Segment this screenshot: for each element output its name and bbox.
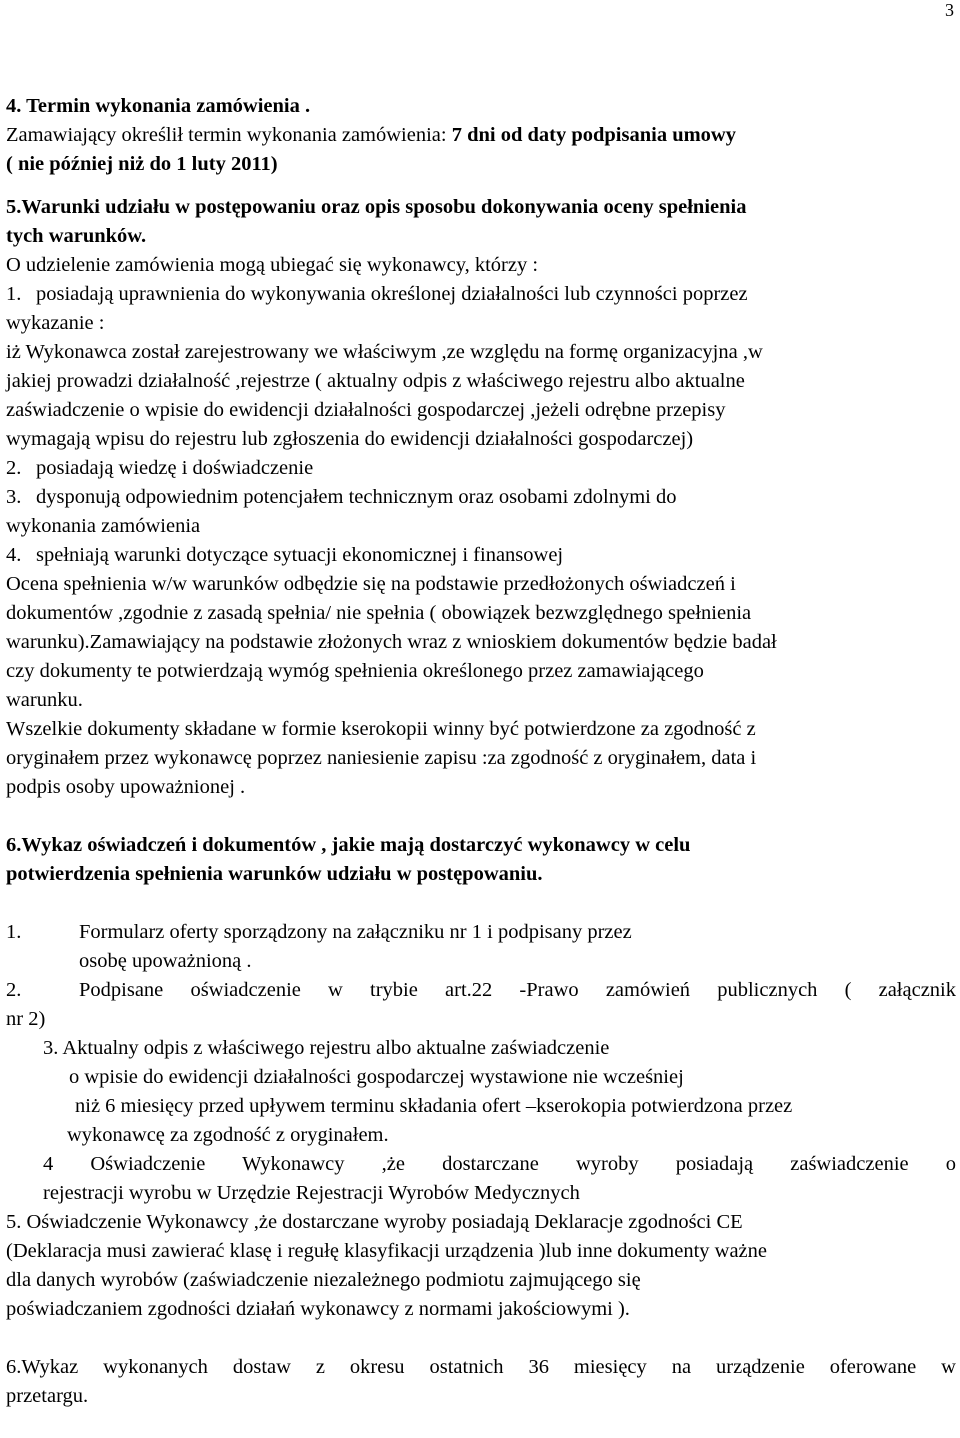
section-6-heading-line-2: potwierdzenia spełnienia warunków udziału w postępowaniu. xyxy=(6,863,543,885)
copies-line-2: oryginałem przez wykonawcę poprzez naniesienie zapisu :za zgodność z oryginałem, data i xyxy=(6,747,757,769)
page-number: 3 xyxy=(945,0,954,20)
condition-1-detail-2: jakiej prowadzi działalność ,rejestrze ( aktualny odpis z właściwego rejestru albo aktualne xyxy=(6,370,745,392)
condition-3-line-2: wykonania zamówienia xyxy=(6,515,201,537)
condition-1-detail-3: zaświadczenie o wpisie do ewidencji działalności gospodarczej ,jeżeli odrębne przepisy xyxy=(6,399,726,421)
copies-line-3: podpis osoby upoważnionej . xyxy=(6,776,246,798)
document-item-2-line-1: Podpisane oświadczenie w trybie art.22 -Prawo zamówień publicznych ( załącznik xyxy=(79,979,956,1001)
section-4-heading: 4. Termin wykonania zamówienia . xyxy=(6,95,311,117)
document-item-1-number: 1. xyxy=(6,921,22,943)
document-item-1 xyxy=(6,918,956,976)
evaluation-line-2: dokumentów ,zgodnie z zasadą spełnia/ nie spełnia ( obowiązek bezwzględnego spełnienia xyxy=(6,602,752,624)
condition-3-line-1 xyxy=(6,483,956,512)
condition-1-text: posiadają uprawnienia do wykonywania określonej działalności lub czynności poprzez xyxy=(36,283,748,305)
document-item-3-line-4: wykonawcę za zgodność z oryginałem. xyxy=(67,1124,389,1146)
term-deadline: ( nie później niż do 1 luty 2011) xyxy=(6,153,278,175)
condition-1-detail-1: iż Wykonawca został zarejestrowany we właściwym ,ze względu na formę organizacyjna ,w xyxy=(6,341,763,363)
document-item-5-line-4: poświadczaniem zgodności działań wykonawcy z normami jakościowymi ). xyxy=(6,1298,630,1320)
section-5-intro: O udzielenie zamówienia mogą ubiegać się wykonawcy, którzy : xyxy=(6,254,539,276)
evaluation-line-1: Ocena spełnienia w/w warunków odbędzie się na podstawie przedłożonych oświadczeń i xyxy=(6,573,736,595)
document-item-5-line-1: 5. Oświadczenie Wykonawcy ,że dostarczane wyroby posiadają Deklaracje zgodności CE xyxy=(6,1211,743,1233)
condition-4 xyxy=(6,541,956,570)
term-value: 7 dni od daty podpisania umowy xyxy=(451,124,736,146)
condition-1-detail-4: wymagają wpisu do rejestru lub zgłoszenia do ewidencji działalności gospodarczej) xyxy=(6,428,694,450)
condition-4-text: spełniają warunki dotyczące sytuacji ekonomicznej i finansowej xyxy=(36,544,564,566)
evaluation-line-3: warunku).Zamawiający na podstawie złożonych wraz z wnioskiem dokumentów będzie badał xyxy=(6,631,777,653)
document-item-4-line-1: 4 Oświadczenie Wykonawcy ,że dostarczane wyroby posiadają zaświadczenie o xyxy=(43,1153,956,1175)
condition-2-number: 2. xyxy=(6,457,22,479)
copies-line-1: Wszelkie dokumenty składane w formie kserokopii winny być potwierdzone za zgodność z xyxy=(6,718,756,740)
document-item-4-line-2: rejestracji wyrobu w Urzędzie Rejestracji Wyrobów Medycznych xyxy=(43,1182,580,1204)
condition-3-number: 3. xyxy=(6,486,22,508)
document-item-3-line-2: o wpisie do ewidencji działalności gospodarczej wystawione nie wcześniej xyxy=(69,1066,684,1088)
condition-2 xyxy=(6,454,956,483)
evaluation-line-4: czy dokumenty te potwierdzają wymóg spełnienia określonego przez zamawiającego xyxy=(6,660,704,682)
document-item-2-number: 2. xyxy=(6,979,22,1001)
document-item-5-line-2: (Deklaracja musi zawierać klasę i regułę klasyfikacji urządzenia )lub inne dokumenty ważne xyxy=(6,1240,768,1262)
section-5-heading-line-2: tych warunków. xyxy=(6,225,147,247)
document-item-3-line-1: 3. Aktualny odpis z właściwego rejestru albo aktualne zaświadczenie xyxy=(43,1037,610,1059)
condition-1-line-2: wykazanie : xyxy=(6,312,105,334)
document-item-3-line-3: niż 6 miesięcy przed upływem terminu składania ofert –kserokopia potwierdzona przez xyxy=(75,1095,793,1117)
document-item-1-line-2: osobę upoważnioną . xyxy=(79,950,252,972)
condition-1-number: 1. xyxy=(6,283,22,305)
document-item-1-line-1: Formularz oferty sporządzony na załączniku nr 1 i podpisany przez xyxy=(79,921,632,943)
document-item-2-line-2: nr 2) xyxy=(6,1008,46,1030)
condition-2-text: posiadają wiedzę i doświadczenie xyxy=(36,457,314,479)
section-5-heading-line-1: 5.Warunki udziału w postępowaniu oraz opis sposobu dokonywania oceny spełnienia xyxy=(6,196,747,218)
evaluation-line-5: warunku. xyxy=(6,689,83,711)
term-intro: Zamawiający określił termin wykonania zamówienia: xyxy=(6,124,452,146)
section-6-heading-line-1: 6.Wykaz oświadczeń i dokumentów , jakie mają dostarczyć wykonawcy w celu xyxy=(6,834,691,856)
condition-4-number: 4. xyxy=(6,544,22,566)
condition-3-text: dysponują odpowiednim potencjałem technicznym oraz osobami zdolnymi do xyxy=(36,486,677,508)
condition-1-line-1 xyxy=(6,280,956,309)
document-item-6-line-2: przetargu. xyxy=(6,1385,89,1407)
document-body xyxy=(6,92,956,1411)
document-item-6-line-1: 6.Wykaz wykonanych dostaw z okresu ostatnich 36 miesięcy na urządzenie oferowane w xyxy=(6,1356,956,1378)
section-4-term-line xyxy=(6,121,956,150)
document-item-5-line-3: dla danych wyrobów (zaświadczenie niezależnego podmiotu zajmującego się xyxy=(6,1269,641,1291)
document-item-2 xyxy=(6,976,956,1005)
